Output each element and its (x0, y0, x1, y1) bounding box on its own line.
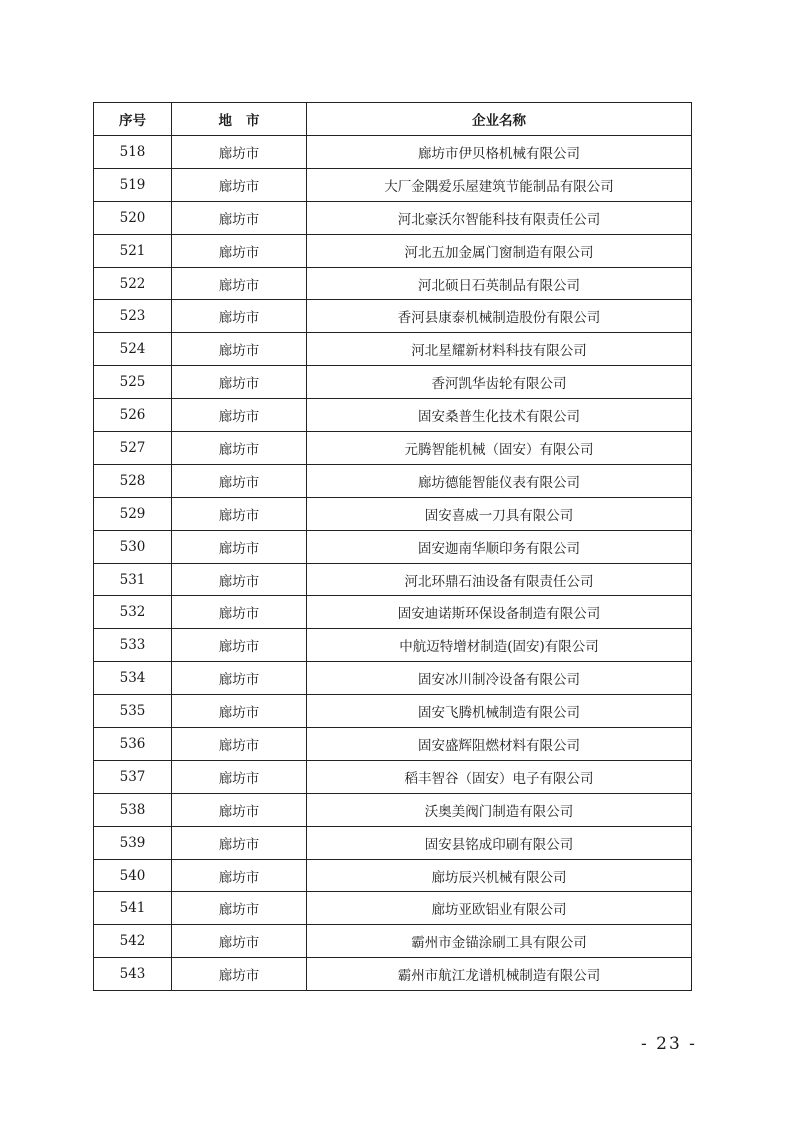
cell-company-name: 固安冰川制冷设备有限公司 (307, 662, 692, 695)
cell-no: 520 (94, 201, 172, 234)
cell-city: 廊坊市 (172, 695, 307, 728)
cell-company-name: 固安飞腾机械制造有限公司 (307, 695, 692, 728)
table-row (94, 925, 692, 958)
cell-company-name: 大厂金隅爱乐屋建筑节能制品有限公司 (307, 168, 692, 201)
cell-company-name: 廊坊德能智能仪表有限公司 (307, 464, 692, 497)
table-row (94, 333, 692, 366)
cell-no: 534 (94, 662, 172, 695)
table-row (94, 136, 692, 169)
table-row (94, 497, 692, 530)
cell-city: 廊坊市 (172, 958, 307, 991)
cell-company-name: 元腾智能机械（固安）有限公司 (307, 432, 692, 465)
table-row (94, 300, 692, 333)
header-city: 地市 (172, 103, 307, 136)
cell-no: 526 (94, 399, 172, 432)
cell-city: 廊坊市 (172, 399, 307, 432)
table-row (94, 596, 692, 629)
cell-company-name: 中航迈特增材制造(固安)有限公司 (307, 629, 692, 662)
cell-company-name: 固安迪诺斯环保设备制造有限公司 (307, 596, 692, 629)
cell-no: 537 (94, 760, 172, 793)
cell-company-name: 香河凯华齿轮有限公司 (307, 366, 692, 399)
cell-no: 524 (94, 333, 172, 366)
table-row (94, 267, 692, 300)
table-row (94, 530, 692, 563)
cell-company-name: 廊坊辰兴机械有限公司 (307, 859, 692, 892)
cell-company-name: 固安喜威一刀具有限公司 (307, 497, 692, 530)
cell-company-name: 霸州市航江龙谱机械制造有限公司 (307, 958, 692, 991)
cell-no: 540 (94, 859, 172, 892)
cell-city: 廊坊市 (172, 826, 307, 859)
enterprise-table (93, 102, 692, 991)
cell-no: 522 (94, 267, 172, 300)
cell-city: 廊坊市 (172, 432, 307, 465)
cell-company-name: 沃奥美阀门制造有限公司 (307, 793, 692, 826)
cell-no: 533 (94, 629, 172, 662)
table-row (94, 760, 692, 793)
cell-no: 518 (94, 136, 172, 169)
cell-city: 廊坊市 (172, 760, 307, 793)
cell-city: 廊坊市 (172, 629, 307, 662)
table-row (94, 201, 692, 234)
table-body (94, 136, 692, 991)
cell-city: 廊坊市 (172, 925, 307, 958)
cell-company-name: 河北五加金属门窗制造有限公司 (307, 234, 692, 267)
cell-no: 530 (94, 530, 172, 563)
cell-city: 廊坊市 (172, 563, 307, 596)
table-row (94, 234, 692, 267)
cell-company-name: 香河县康泰机械制造股份有限公司 (307, 300, 692, 333)
cell-company-name: 固安盛辉阻燃材料有限公司 (307, 728, 692, 761)
cell-no: 538 (94, 793, 172, 826)
cell-city: 廊坊市 (172, 596, 307, 629)
cell-city: 廊坊市 (172, 201, 307, 234)
table-row (94, 958, 692, 991)
page-number: - 23 - (641, 1034, 697, 1054)
header-name: 企业名称 (307, 103, 692, 136)
cell-company-name: 河北星耀新材料科技有限公司 (307, 333, 692, 366)
cell-city: 廊坊市 (172, 234, 307, 267)
cell-city: 廊坊市 (172, 366, 307, 399)
table-row (94, 366, 692, 399)
table-row (94, 464, 692, 497)
cell-no: 532 (94, 596, 172, 629)
cell-city: 廊坊市 (172, 662, 307, 695)
table-row (94, 629, 692, 662)
table-row (94, 432, 692, 465)
cell-city: 廊坊市 (172, 136, 307, 169)
cell-city: 廊坊市 (172, 497, 307, 530)
cell-no: 539 (94, 826, 172, 859)
cell-company-name: 固安县铭成印刷有限公司 (307, 826, 692, 859)
cell-no: 521 (94, 234, 172, 267)
cell-company-name: 河北硕日石英制品有限公司 (307, 267, 692, 300)
cell-no: 525 (94, 366, 172, 399)
cell-no: 541 (94, 892, 172, 925)
cell-company-name: 稻丰智谷（固安）电子有限公司 (307, 760, 692, 793)
table-row (94, 793, 692, 826)
cell-city: 廊坊市 (172, 892, 307, 925)
cell-no: 543 (94, 958, 172, 991)
table-row (94, 826, 692, 859)
cell-no: 528 (94, 464, 172, 497)
table-row (94, 859, 692, 892)
cell-no: 542 (94, 925, 172, 958)
cell-city: 廊坊市 (172, 530, 307, 563)
cell-no: 536 (94, 728, 172, 761)
cell-city: 廊坊市 (172, 728, 307, 761)
cell-company-name: 廊坊亚欧铝业有限公司 (307, 892, 692, 925)
cell-city: 廊坊市 (172, 168, 307, 201)
table-row (94, 563, 692, 596)
cell-company-name: 霸州市金锚涂刷工具有限公司 (307, 925, 692, 958)
cell-company-name: 固安桑普生化技术有限公司 (307, 399, 692, 432)
table-row (94, 662, 692, 695)
table-header (94, 103, 692, 136)
cell-city: 廊坊市 (172, 793, 307, 826)
cell-company-name: 河北豪沃尔智能科技有限责任公司 (307, 201, 692, 234)
header-no: 序号 (94, 103, 172, 136)
table-row (94, 892, 692, 925)
table-row (94, 728, 692, 761)
cell-no: 529 (94, 497, 172, 530)
table-row (94, 168, 692, 201)
cell-company-name: 固安迦南华顺印务有限公司 (307, 530, 692, 563)
cell-no: 519 (94, 168, 172, 201)
cell-city: 廊坊市 (172, 333, 307, 366)
cell-company-name: 河北环鼎石油设备有限责任公司 (307, 563, 692, 596)
cell-city: 廊坊市 (172, 859, 307, 892)
cell-no: 527 (94, 432, 172, 465)
table-row (94, 399, 692, 432)
cell-company-name: 廊坊市伊贝格机械有限公司 (307, 136, 692, 169)
table-row (94, 695, 692, 728)
cell-city: 廊坊市 (172, 300, 307, 333)
cell-no: 523 (94, 300, 172, 333)
cell-city: 廊坊市 (172, 464, 307, 497)
cell-no: 535 (94, 695, 172, 728)
cell-city: 廊坊市 (172, 267, 307, 300)
header-row (94, 103, 692, 136)
cell-no: 531 (94, 563, 172, 596)
